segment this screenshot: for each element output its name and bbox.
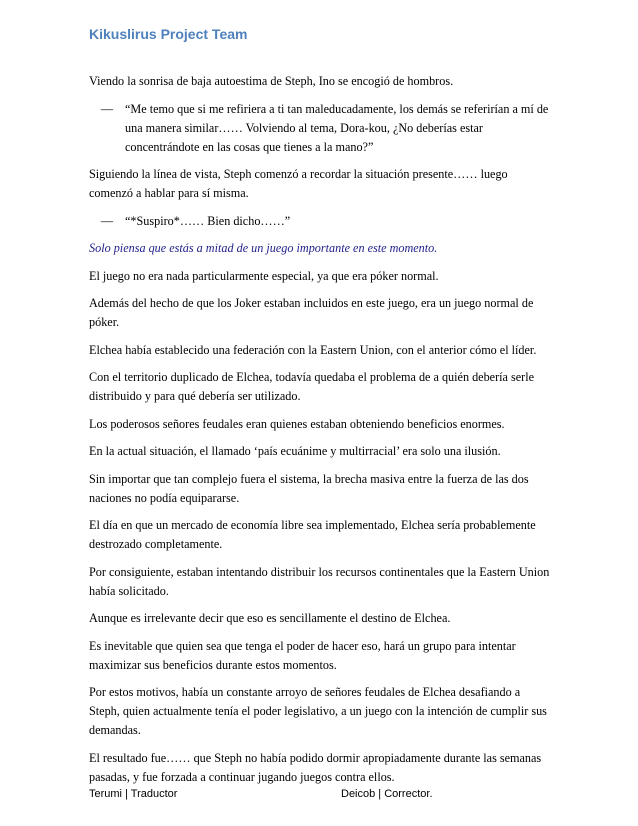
dialogue-dash: — (100, 213, 114, 228)
paragraph: Por estos motivos, había un constante arroyo de señores feudales de Elchea desafiando a Steph, quien actualmente tenía el poder legislativo, a un juego con la intención de cumplir sus demandas. (89, 685, 547, 737)
paragraph: El juego no era nada particularmente especial, ya que era póker normal. (89, 268, 439, 283)
dialogue-text: “Me temo que si me refiriera a ti tan maleducadamente, los demás se referirían a mí de una manera similar…… Volviendo al tema, Dora-kou, ¿No deberías estar concentrándote en las cosas que tienes a la mano?” (125, 101, 549, 154)
dialogue-dash: — (100, 101, 114, 116)
paragraph: Viendo la sonrisa de baja autoestima de Steph, Ino se encogió de hombros. (89, 74, 454, 88)
paragraph: Es inevitable que quien sea que tenga el poder de hacer eso, hará un grupo para intentar maximizar sus beneficios durante estos momentos. (89, 638, 516, 672)
paragraph: Siguiendo la línea de vista, Steph comenzó a recordar la situación presente…… luego comenzó a hablar para sí misma. (89, 167, 508, 200)
paragraph: Los poderosos señores feudales eran quienes estaban obteniendo beneficios enormes. (89, 416, 505, 431)
footer-proofreader: Deicob | Corrector. (341, 788, 433, 800)
dialogue-paragraph (89, 100, 551, 157)
document-body (89, 72, 551, 795)
paragraph: Aunque es irrelevante decir que eso es sencillamente el destino de Elchea. (89, 611, 451, 625)
paragraph: Elchea había establecido una federación con la Eastern Union, con el anterior cómo el líder. (89, 342, 537, 357)
dialogue-paragraph (89, 212, 551, 231)
italic-paragraph: Solo piensa que estás a mitad de un juego importante en este momento. (89, 241, 438, 255)
page-header: Kikuslirus Project Team (89, 26, 248, 42)
paragraph: El día en que un mercado de economía libre sea implementado, Elchea sería probablemente destrozado completamente. (89, 518, 536, 551)
paragraph: Además del hecho de que los Joker estaban incluidos en este juego, era un juego normal de póker. (89, 296, 534, 329)
paragraph: En la actual situación, el llamado ‘país ecuánime y multirracial’ era solo una ilusión. (89, 444, 501, 458)
paragraph: El resultado fue…… que Steph no había podido dormir apropiadamente durante las semanas pasadas, y fue forzada a continuar jugando juegos contra ellos. (89, 750, 542, 784)
paragraph: Sin importar que tan complejo fuera el sistema, la brecha masiva entre la fuerza de las dos naciones no podía equipararse. (89, 471, 529, 505)
dialogue-text: “*Suspiro*…… Bien dicho……” (125, 213, 291, 228)
paragraph: Con el territorio duplicado de Elchea, todavía quedaba el problema de a quién debería serle distribuido y para qué debería ser utilizado. (89, 370, 534, 403)
footer-translator: Terumi | Traductor (89, 788, 178, 800)
paragraph: Por consiguiente, estaban intentando distribuir los recursos continentales que la Eastern Union había solicitado. (89, 564, 550, 598)
